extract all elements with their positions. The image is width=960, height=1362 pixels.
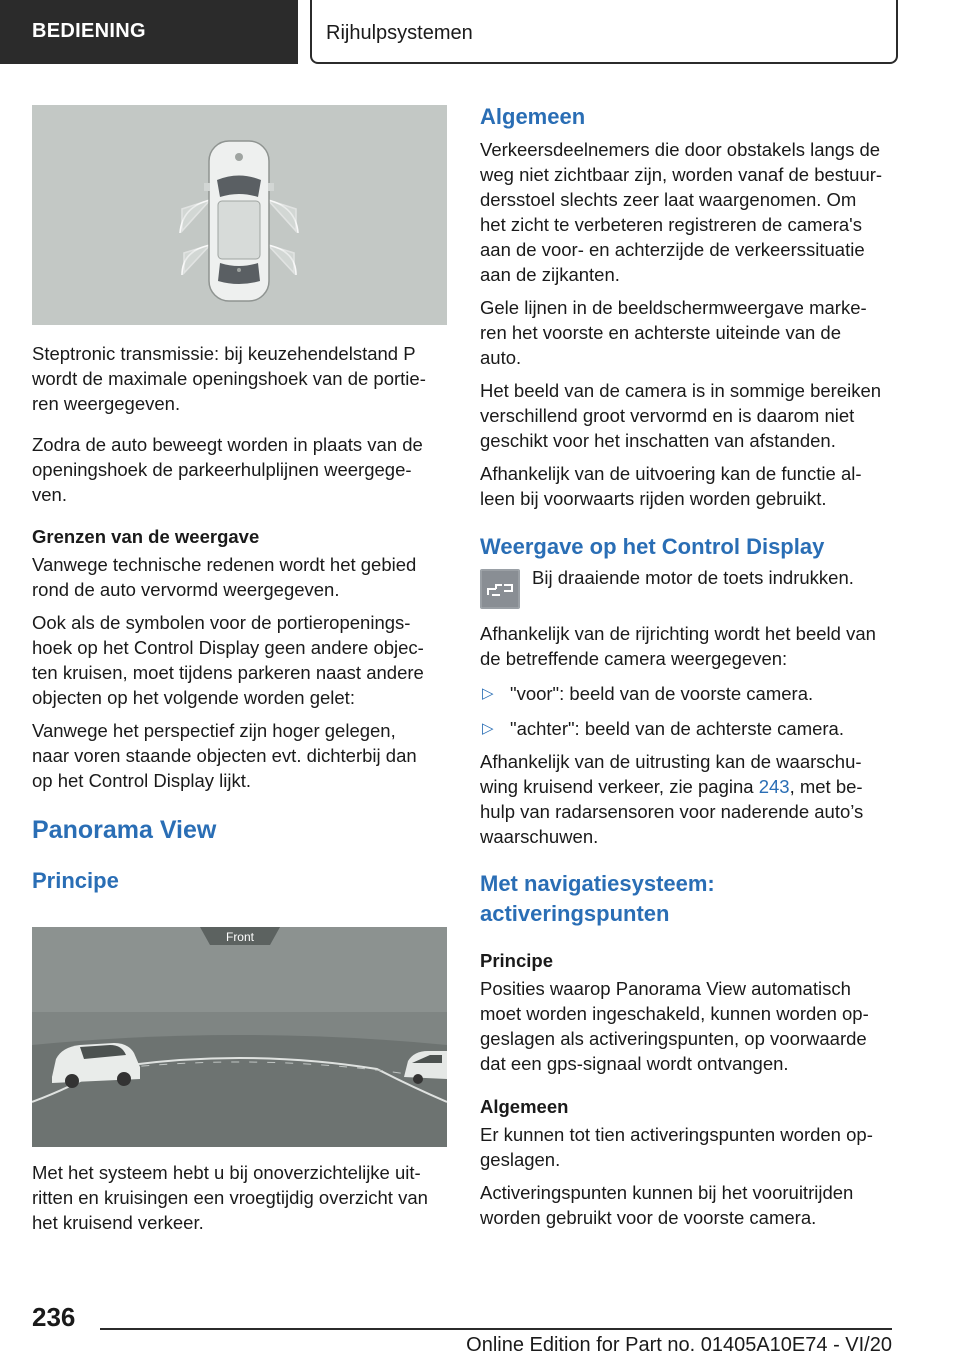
section-tab — [0, 0, 298, 64]
paragraph: Zodra de auto beweegt worden in plaats van de openingshoek de parkeerhulplijnen weergege- ven. — [32, 434, 423, 505]
principle-title: Principe — [32, 868, 119, 893]
paragraph: Afhankelijk van de rijrichting wordt het beeld van de betreffende camera weergegeven: — [480, 623, 876, 669]
list-item: ▷ "achter": beeld van de achterste camera. — [482, 718, 844, 739]
display-title: Weergave op het Control Display — [480, 534, 825, 559]
camera-button-icon — [480, 569, 520, 609]
paragraph: Posities waarop Panorama View automatisch moet worden ingeschakeld, kunnen worden op- geslagen als activeringspunten, op voorwaarde dat een gps-signaal wordt ontvangen. — [480, 978, 869, 1074]
chapter-title: Rijhulpsystemen — [326, 22, 473, 44]
front-label: Front — [225, 930, 255, 944]
list-item: ▷ "voor": beeld van de voorste camera. — [482, 683, 814, 704]
general-heading: Algemeen — [480, 1096, 569, 1117]
paragraph: Met het systeem hebt u bij onoverzichtelijke uit- ritten en kruisingen een vroegtijdig overzicht van het kruisend verkeer. — [32, 1162, 428, 1233]
car-topview-illustration — [32, 105, 447, 325]
button-instruction: Bij draaiende motor de toets indrukken. — [532, 567, 854, 588]
paragraph: Het beeld van de camera is in sommige bereiken verschillend groot vervormd en is daarom niet geschikt voor het inschatten van afstanden. — [480, 380, 882, 451]
general-title: Algemeen — [480, 104, 586, 129]
section-label: BEDIENING — [32, 20, 146, 42]
panorama-view-figure — [32, 927, 447, 1147]
left-column-bottom — [32, 1160, 452, 1235]
right-column — [480, 103, 900, 1230]
section-title: Panorama View — [32, 816, 217, 844]
edition-text: Online Edition for Part no. 01405A10E74 - VI/20 — [466, 1334, 892, 1356]
paragraph: Vanwege technische redenen wordt het gebied rond de auto vervormd weergegeven. — [32, 554, 417, 600]
limits-heading: Grenzen van de weergave — [32, 526, 260, 547]
triangle-bullet-icon: ▷ — [482, 720, 494, 737]
paragraph: Ook als de symbolen voor de portieropenings- hoek op het Control Display geen andere objec- ten kruisen, moet tijdens parkeren naast andere objecten op het volgende worden gelet: — [32, 612, 424, 708]
page-link[interactable]: 243 — [758, 776, 790, 797]
button-instruction-row — [480, 569, 900, 621]
fig1-caption: Steptronic transmissie: bij keuzehendelstand P wordt de maximale openingshoek van de portie- ren weergegeven. — [32, 343, 426, 414]
paragraph: Er kunnen tot tien activeringspunten worden op- geslagen. — [480, 1124, 873, 1170]
panorama-camera-illustration — [32, 927, 447, 1147]
left-column — [32, 341, 452, 894]
paragraph: Activeringspunten kunnen bij het vooruitrijden worden gebruikt voor de voorste camera. — [480, 1182, 854, 1228]
nav-title: Met navigatiesysteem: activeringspunten — [480, 871, 715, 926]
triangle-bullet-icon: ▷ — [482, 685, 494, 702]
paragraph: Gele lijnen in de beeldschermweergave marke- ren het voorste en achterste uiteinde van de auto. — [480, 297, 867, 368]
door-opening-figure — [32, 105, 447, 325]
footer-divider — [100, 1328, 892, 1330]
paragraph: Verkeersdeelnemers die door obstakels langs de weg niet zichtbaar zijn, worden vanaf de bestuur- dersstoel slechts zeer laat waargenomen. Om het zicht te verbeteren registreren de camera's aan de voor- en achterzijde de verkeerssituatie aan de zijkanten. — [480, 139, 883, 285]
paragraph: Afhankelijk van de uitrusting kan de waarschu- wing kruisend verkeer, zie pagina 243, met be- hulp van radarsensoren voor naderende auto’s waarschuwen. — [480, 751, 864, 847]
paragraph: Afhankelijk van de uitvoering kan de functie al- leen bij voorwaarts rijden worden gebruikt. — [480, 463, 862, 509]
page-number: 236 — [32, 1302, 76, 1332]
paragraph: Vanwege het perspectief zijn hoger gelegen, naar voren staande objecten evt. dichterbij dan op het Control Display lijkt. — [32, 720, 417, 791]
chapter-header — [310, 0, 898, 64]
principle-heading: Principe — [480, 950, 553, 971]
